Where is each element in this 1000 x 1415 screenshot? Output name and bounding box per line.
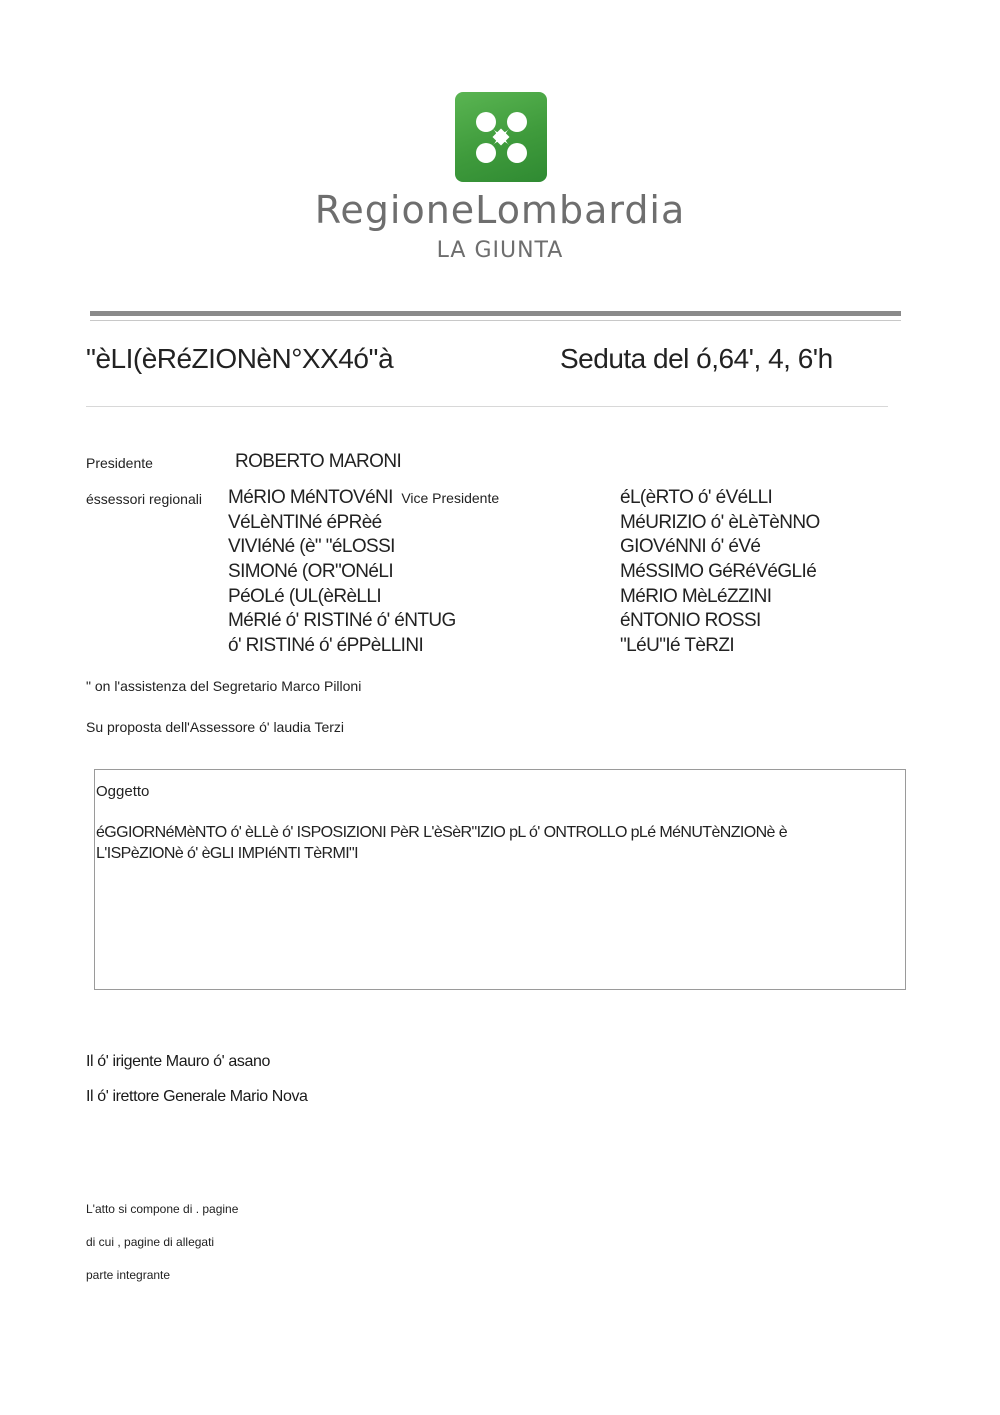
proposta-line: Su proposta dell'Assessore ó' laudia Terzi [86,719,345,735]
assessore-name: "LéU"Ié TèRZI [620,635,735,657]
assessore-name: SIMONé (OR"ONéLI [228,561,394,583]
oggetto-line: éGGIORNéMèNTO ó' èLLè ó' ISPOSIZIONI PèR L'èSèR"IZIO pL ó' ONTROLLO pLé MéNUTèNZIONè è [96,824,787,841]
header-rule-thick [90,311,901,316]
segretario-line: " on l'assistenza del Segretario Marco Pilloni [86,678,362,694]
assessore-name: MéRIO MèLéZZINI [620,585,772,607]
presidente-name: ROBERTO MARONI [235,451,402,472]
assessore-name: MéSSIMO GéRéVéGLIé [620,561,817,583]
regione-lombardia-logo [455,92,547,182]
title-divider [86,406,888,407]
seduta-date: Seduta del ó,64', 4, 6'h [560,343,833,374]
assessore-name: éNTONIO ROSSI [620,610,761,632]
oggetto-label: Oggetto [96,783,150,800]
assessori-label: éssessori regionali [86,491,202,507]
assessore-row [228,487,499,512]
assessori-left-column [228,487,499,660]
assessore-name: MéURIZIO ó' èLèTèNNO [620,511,820,533]
dirigente-line: Il ó' irigente Mauro ó' asano [86,1053,270,1070]
assessori-right-column [620,487,820,660]
assessore-name: GIOVéNNI ó' éVé [620,536,761,558]
oggetto-line: L'ISPèZIONè ó' èGLI IMPIéNTI TèRMI"I [96,845,358,862]
assessore-name: PéOLé (UL(èRèLLI [228,585,382,607]
header-rule-thin [90,320,901,321]
assessore-name: MéRIO MéNTOVéNI [228,487,393,508]
brand-subtitle: LA GIUNTA [436,238,564,263]
footer-pages-line: L'atto si compone di . pagine [86,1202,239,1216]
rosa-camuna-icon [455,92,547,182]
vice-president-label: Vice Presidente [401,490,500,506]
brand-name: RegioneLombardia [314,188,686,232]
presidente-label: Presidente [86,455,153,471]
assessore-name: VéLèNTINé éPRèé [228,511,382,533]
footer-attachments-line: di cui , pagine di allegati [86,1235,215,1249]
direttore-line: Il ó' irettore Generale Mario Nova [86,1088,308,1105]
assessore-name: éL(èRTO ó' éVéLLI [620,487,773,508]
delibera-title: "èLI(èRéZIONèN°XX4ó''à [86,343,394,374]
oggetto-box [94,769,906,990]
assessore-name: VIVIéNé (è" "éLOSSI [228,536,395,558]
oggetto-text [96,822,908,864]
assessore-name: ó' RISTINé ó' éPPèLLINI [228,635,424,657]
footer-integral-line: parte integrante [86,1268,171,1282]
assessore-name: MéRIé ó' RISTINé ó' éNTUG [228,610,456,632]
